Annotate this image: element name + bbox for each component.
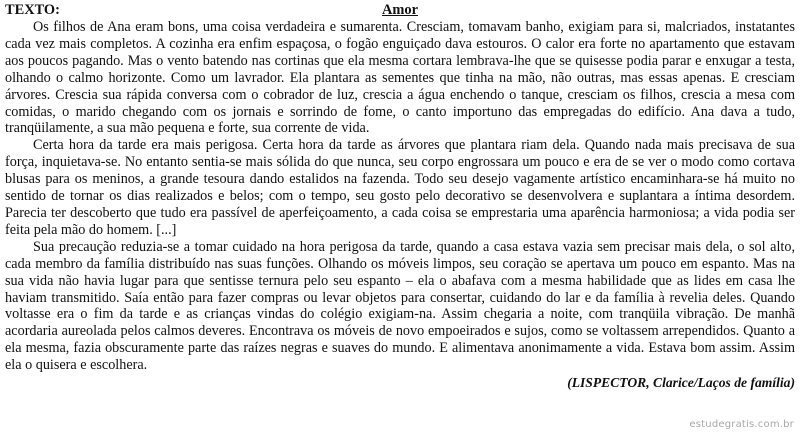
- paragraph-2: Certa hora da tarde era mais perigosa. Certa hora da tarde as árvores que plantara riam dela. Quando nada mais precisava de sua força, inquietava-se. No entanto sentia-se mais sólida do que nunca, seu corpo engrossara um pouco e era de se ver o modo como cortava blusas para os meninos, a grande tesoura dando estalidos na fazenda. Todo seu desejo vagamente artístico encaminhara-se há muito no sentido de tornar os dias realizados e belos; com o tempo, seu gosto pelo decorativo se desenvolvera e suplantara a íntima desordem. Parecia ter descoberto que tudo era passível de aperfeiçoamento, a cada coisa se emprestaria uma aparência harmoniosa; a vida podia ser feita pela mão do homem. [...]: [5, 137, 795, 238]
- paragraph-1: Os filhos de Ana eram bons, uma coisa verdadeira e sumarenta. Cresciam, tomavam banho, exigiam para si, malcriados, instatantes cada vez mais completos. A cozinha era enfim espaçosa, o fogão enguiçado dava estouros. O calor era forte no apartamento que estavam aos poucos pagando. Mas o vento batendo nas cortinas que ela mesma cortara lembrava-lhe que se quisesse podia parar e enxugar a testa, olhando o calmo horizonte. Como um lavrador. Ela plantara as sementes que tinha na mão, não outras, mas essas apenas. E cresciam árvores. Crescia sua rápida conversa com o cobrador de luz, crescia a água enchendo o tanque, cresciam os filhos, crescia a mesa com comidas, o marido chegando com os jornais e sorrindo de fome, o canto importuno das empregadas do edifício. Ana dava a tudo, tranqüilamente, a sua mão pequena e forte, sua corrente de vida.: [5, 19, 795, 137]
- source-citation: (LISPECTOR, Clarice/Laços de família): [567, 375, 795, 391]
- document-page: [5, 2, 795, 391]
- site-watermark: estudegratis.com.br: [689, 419, 794, 430]
- text-header: [5, 2, 795, 19]
- text-label: TEXTO:: [5, 2, 60, 18]
- paragraph-3: Sua precaução reduzia-se a tomar cuidado na hora perigosa da tarde, quando a casa estava vazia sem precisar mais dela, o sol alto, cada membro da família distribuído nas suas funções. Olhando os móveis limpos, seu coração se apertava um pouco em espanto. Mas na sua vida não havia lugar para que sentisse ternura pelo seu espanto – ela o abafava com a mesma habilidade que as lides em casa lhe haviam transmitido. Saía então para fazer compras ou levar objetos para consertar, cuidando do lar e da família à revelia deles. Quando voltasse era o fim da tarde e as crianças vindas do colégio exigiam-na. Assim chegaria a noite, com tranqüila vibração. De manhã acordaria aureolada pelos calmos deveres. Encontrava os móveis de novo empoeirados e sujos, como se voltassem arrependidos. Quanto a ela mesma, fazia obscuramente parte das raízes negras e suaves do mundo. E alimentava anonimamente a vida. Estava bom assim. Assim ela o quisera e escolhera.: [5, 238, 795, 374]
- text-title: Amor: [382, 2, 418, 18]
